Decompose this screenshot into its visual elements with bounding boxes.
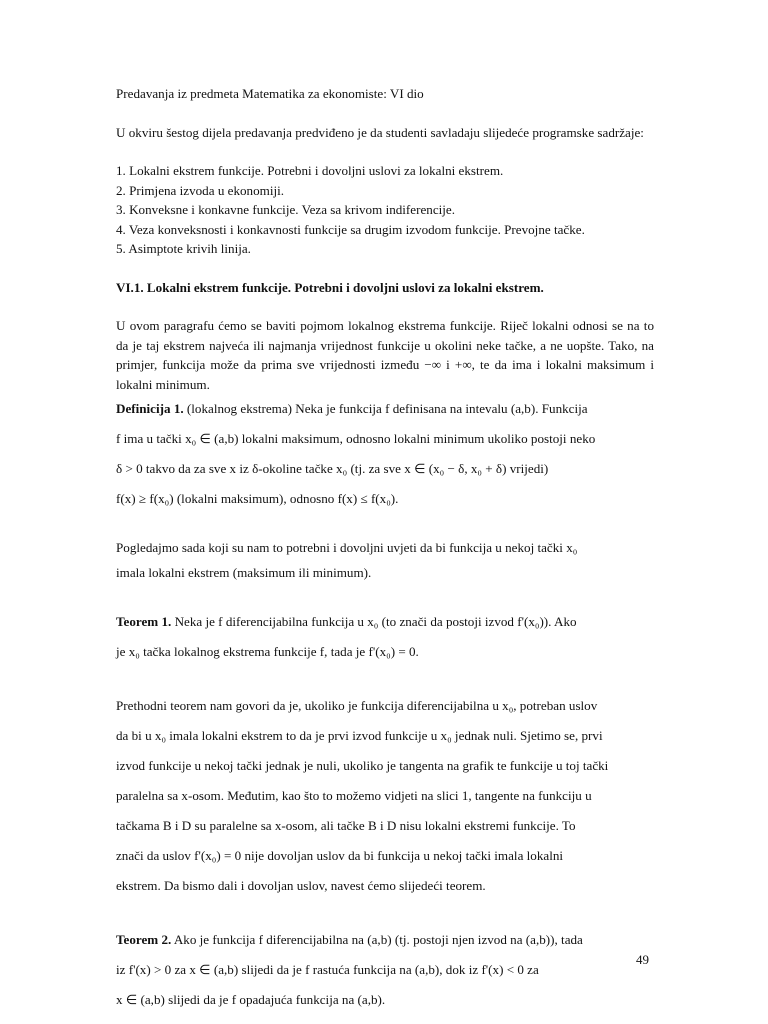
theorem-2-label: Teorem 2.	[116, 931, 172, 947]
theorem-2-block	[116, 925, 654, 1015]
definition-line-3: δ > 0 takvo da za sve x iz δ-okoline tačke x₀ (tj. za sve x ∈ (x₀ − δ, x₀ + δ) vrijedi)	[116, 461, 549, 476]
list-item: 2. Primjena izvoda u ekonomiji.	[116, 182, 285, 198]
definition-label: Definicija 1.	[116, 401, 184, 416]
definition-line-1: (lokalnog ekstrema) Neka je funkcija f definisana na intevalu (a,b). Funkcija	[186, 401, 588, 416]
section-paragraph-1: U ovom paragrafu ćemo se baviti pojmom lokalnog ekstrema funkcije. Riječ lokalni odnosi se na to da je taj ekstrem najveća ili najmanja vrijednost funkcije u okolini neke tačke, a ne uopšte. Tako, na primjer, funkcija može da prima sve vrijednosti između −∞ i +∞, te da ima i lokalni maksimum i lokalni minimum.	[116, 318, 654, 392]
list-item: 5. Asimptote krivih linija.	[116, 241, 251, 256]
paragraph-3	[116, 691, 654, 901]
paragraph-2	[116, 533, 654, 583]
paragraph-3-line: znači da uslov f'(x₀) = 0 nije dovoljan uslov da bi funkcija u nekoj tački imala lokalni	[116, 847, 564, 863]
paragraph-3-line: ekstrem. Da bismo dali i dovoljan uslov, navest ćemo slijedeći teorem.	[116, 877, 486, 893]
list-item: 3. Konveksne i konkavne funkcije. Veza sa krivom indiferencije.	[116, 202, 455, 217]
document-header: Predavanja iz predmeta Matematika za ekonomiste: VI dio	[116, 86, 424, 101]
theorem-2-line-2: iz f'(x) > 0 za x ∈ (a,b) slijedi da je f rastuća funkcija na (a,b), dok iz f'(x) < 0 za	[116, 961, 539, 977]
paragraph-2-line-1: Pogledajmo sada koji su nam to potrebni i dovoljni uvjeti da bi funkcija u nekoj tački x₀	[116, 540, 578, 555]
definition-block	[116, 394, 654, 514]
paragraph-3-line: izvod funkcije u nekoj tački jednak je nuli, ukoliko je tangenta na grafik te funkcije u toj tački	[116, 757, 609, 773]
paragraph-3-line: tačkama B i D su paralelne sa x-osom, ali tačke B i D nisu lokalni ekstremi funkcije. To	[116, 817, 576, 833]
paragraph-3-line: paralelna sa x-osom. Međutim, kao što to možemo vidjeti na slici 1, tangente na funkciju u	[116, 787, 592, 803]
topics-list	[116, 161, 654, 259]
intro-paragraph: U okviru šestog dijela predavanja predviđeno je da studenti savladaju slijedeće programske sadržaje:	[116, 124, 644, 140]
document-page	[116, 84, 654, 1015]
theorem-1-line-2: je x₀ tačka lokalnog ekstrema funkcije f, tada je f'(x₀) = 0.	[116, 643, 419, 659]
paragraph-3-line: da bi u x₀ imala lokalni ekstrem to da je prvi izvod funkcije u x₀ jednak nuli. Sjetimo se, prvi	[116, 727, 603, 743]
theorem-2-line-3: x ∈ (a,b) slijedi da je f opadajuća funkcija na (a,b).	[116, 991, 386, 1007]
theorem-2-line-1: Ako je funkcija f diferencijabilna na (a,b) (tj. postoji njen izvod na (a,b)), tada	[173, 931, 583, 947]
section-heading: VI.1. Lokalni ekstrem funkcije. Potrebni i dovoljni uslovi za lokalni ekstrem.	[116, 279, 544, 295]
theorem-1-line-1: Neka je f diferencijabilna funkcija u x₀ (to znači da postoji izvod f'(x₀)). Ako	[174, 613, 577, 629]
page-number: 49	[636, 952, 649, 967]
paragraph-2-line-2: imala lokalni ekstrem (maksimum ili minimum).	[116, 565, 372, 580]
theorem-1-label: Teorem 1.	[116, 613, 172, 629]
theorem-1-block	[116, 607, 654, 667]
list-item: 1. Lokalni ekstrem funkcije. Potrebni i dovoljni uslovi za lokalni ekstrem.	[116, 163, 504, 178]
definition-line-2: f ima u tački x₀ ∈ (a,b) lokalni maksimum, odnosno lokalni minimum ukoliko postoji neko	[116, 431, 596, 446]
definition-line-4: f(x) ≥ f(x₀) (lokalni maksimum), odnosno f(x) ≤ f(x₀).	[116, 491, 399, 506]
list-item: 4. Veza konveksnosti i konkavnosti funkcije sa drugim izvodom funkcije. Prevojne tačke.	[116, 221, 585, 237]
paragraph-3-line: Prethodni teorem nam govori da je, ukoliko je funkcija diferencijabilna u x₀, potreban uslov	[116, 697, 598, 713]
